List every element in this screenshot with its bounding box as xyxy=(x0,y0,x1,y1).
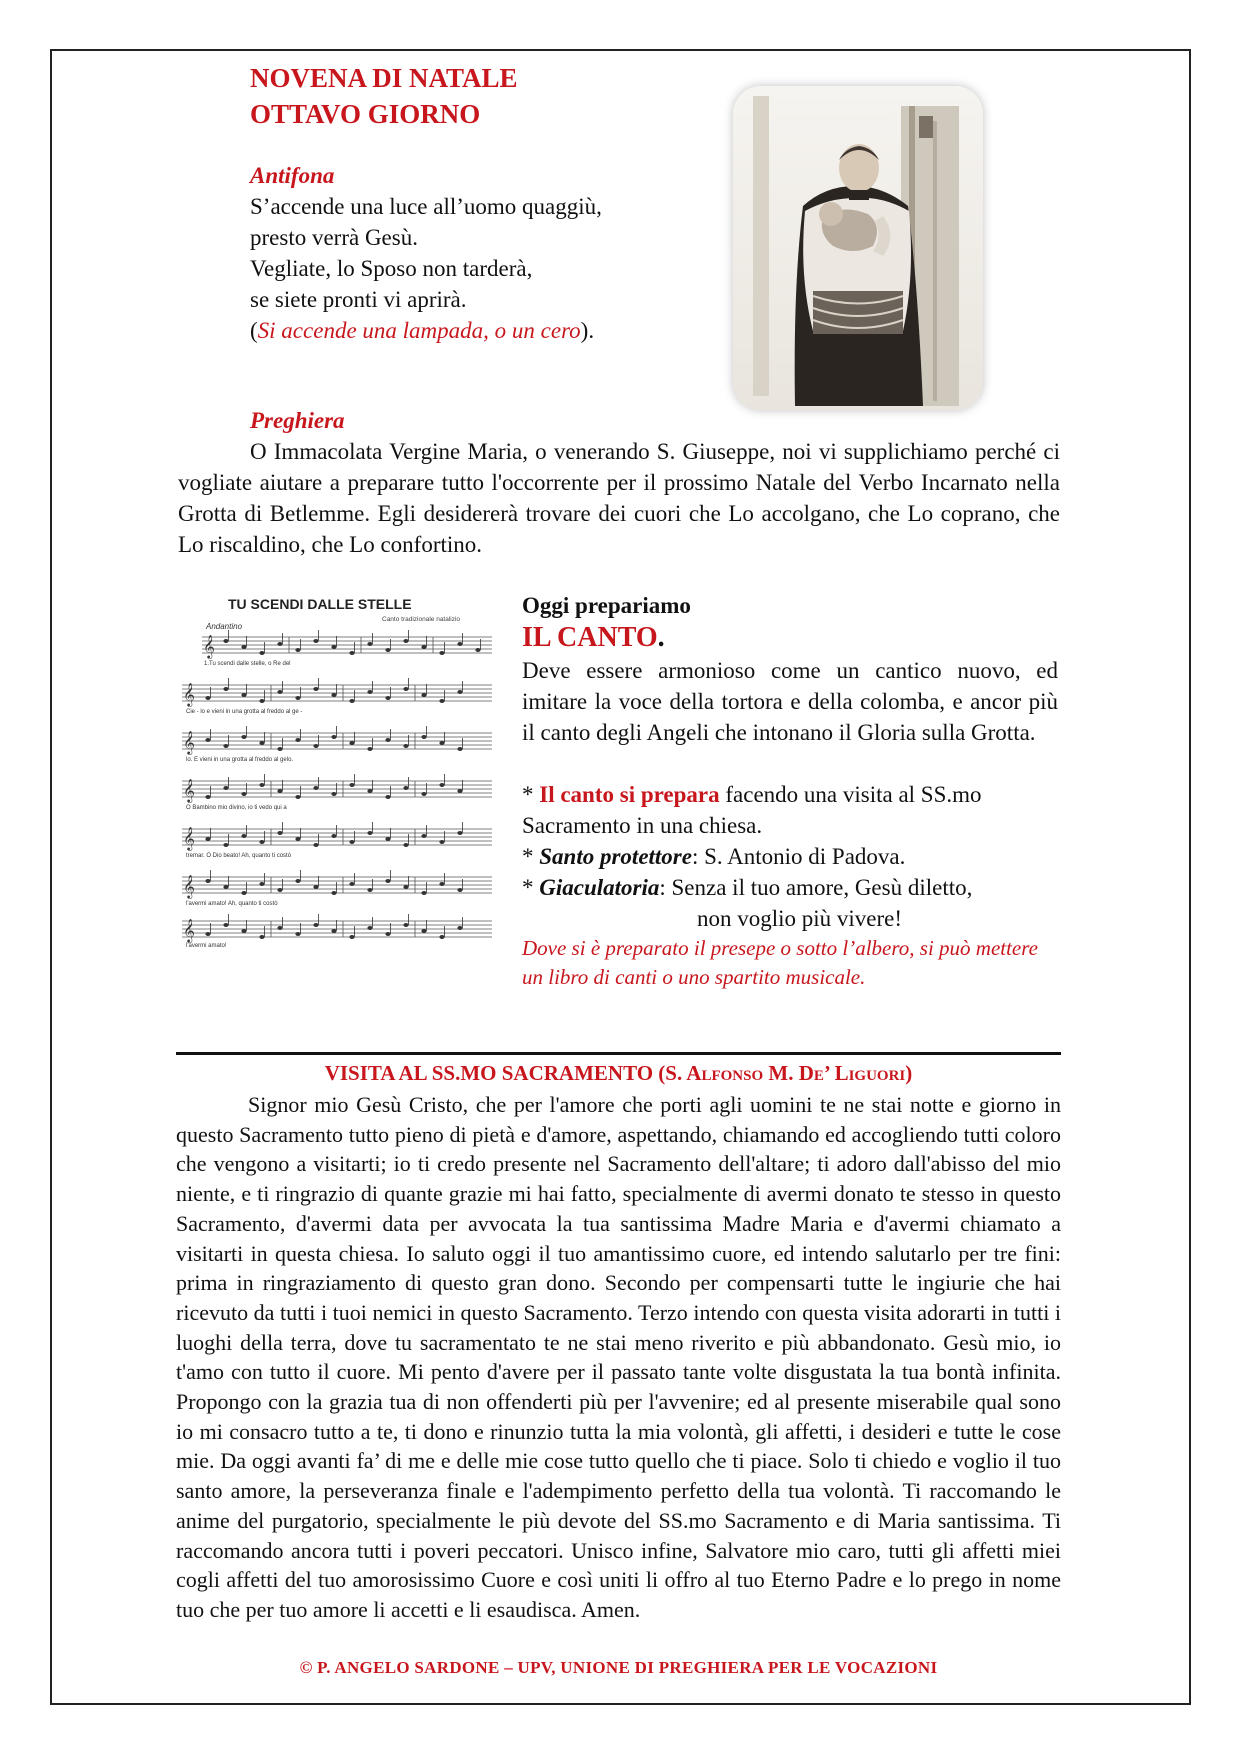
note-head xyxy=(403,744,408,748)
canto-section xyxy=(522,590,1058,992)
note-head xyxy=(295,738,300,742)
note-head xyxy=(241,929,246,933)
preghiera-text: O Immacolata Vergine Maria, o venerando S. Giuseppe, noi vi supplichiamo perché ci vogliate aiutare a preparare tutto l'occorrente per il prossimo Natale del Verbo Incarnato nella Grotta di Betlemme. Egli desidererà trovare dei cuori che Lo accolgano, che Lo coprano, che Lo riscaldino, che Lo confortino. xyxy=(178,439,1060,557)
note-head xyxy=(313,885,318,889)
note-head xyxy=(349,840,354,844)
note-head xyxy=(349,651,354,655)
note-head xyxy=(313,744,318,748)
note-head xyxy=(313,639,318,643)
antifona-line: se siete pronti vi aprirà. xyxy=(250,287,467,312)
note-head xyxy=(367,690,372,694)
note-head xyxy=(331,693,336,697)
note-head xyxy=(421,834,426,838)
note-head xyxy=(313,687,318,691)
note-head xyxy=(421,929,426,933)
score-lyric-line: 1.Tu scendi dalle stelle, o Re del xyxy=(204,661,291,667)
priest-illustration xyxy=(733,86,983,410)
note-head xyxy=(385,879,390,883)
canto-item-3-label: Giaculatoria xyxy=(539,875,660,900)
canto-item-2-label: Santo protettore xyxy=(539,844,692,869)
note-head xyxy=(259,935,264,939)
note-head xyxy=(457,888,462,892)
title-line-1: NOVENA DI NATALE xyxy=(250,63,518,93)
note-head xyxy=(241,693,246,697)
note-head xyxy=(331,929,336,933)
note-head xyxy=(241,891,246,895)
note-head xyxy=(277,831,282,835)
note-head xyxy=(295,648,300,652)
preghiera-heading: Preghiera xyxy=(250,408,345,433)
preghiera-section xyxy=(178,405,1060,560)
note-head xyxy=(349,783,354,787)
antifona-line: S’accende una luce all’uomo quaggiù, xyxy=(250,194,602,219)
score-lyrics xyxy=(186,661,302,949)
antifona-line: presto verrà Gesù. xyxy=(250,225,418,250)
note-head xyxy=(403,885,408,889)
note-head xyxy=(421,792,426,796)
note-head xyxy=(367,789,372,793)
note-head xyxy=(223,687,228,691)
score-lyric-line: l'avermi amato! Ah, quanto ti costò xyxy=(186,901,278,907)
note-head xyxy=(241,834,246,838)
note-head xyxy=(295,795,300,799)
note-head xyxy=(331,834,336,838)
note-head xyxy=(313,843,318,847)
note-head xyxy=(439,935,444,939)
note-head xyxy=(439,783,444,787)
note-head xyxy=(439,651,444,655)
note-head xyxy=(367,747,372,751)
note-head xyxy=(385,837,390,841)
note-head xyxy=(223,885,228,889)
note-head xyxy=(277,789,282,793)
canto-item-1: * Il canto si prepara facendo una visita al SS.mo Sacramento in una chiesa. xyxy=(522,782,982,838)
note-head xyxy=(403,687,408,691)
visita-title: VISITA AL SS.MO SACRAMENTO (S. Alfonso M. De’ Liguori) xyxy=(324,1061,913,1085)
note-head xyxy=(349,935,354,939)
note-head xyxy=(223,923,228,927)
note-head xyxy=(205,696,210,700)
note-head xyxy=(385,696,390,700)
note-head xyxy=(349,699,354,703)
canto-item-1-label: Il canto si prepara xyxy=(539,782,720,807)
score-lyric-line: O Bambino mio divino, io ti vedo qui a xyxy=(186,805,287,811)
note-head xyxy=(403,786,408,790)
page-title xyxy=(250,60,518,132)
score-lyric-line: l'avermi amato! xyxy=(186,943,227,949)
note-head xyxy=(277,926,282,930)
note-head xyxy=(205,932,210,936)
note-head xyxy=(367,831,372,835)
note-head xyxy=(439,840,444,844)
score-staves xyxy=(182,630,492,943)
note-head xyxy=(259,741,264,745)
note-head xyxy=(403,843,408,847)
note-head xyxy=(277,642,282,646)
note-head xyxy=(331,645,336,649)
note-head xyxy=(295,696,300,700)
canto-item-3-line2: non voglio più vivere! xyxy=(697,906,903,931)
sheet-music-score xyxy=(176,587,502,965)
treble-clef-icon: 𝄞 xyxy=(183,682,195,706)
note-head xyxy=(259,882,264,886)
note-head xyxy=(223,843,228,847)
note-head xyxy=(457,926,462,930)
section-divider xyxy=(176,1052,1061,1055)
note-head xyxy=(259,651,264,655)
note-head xyxy=(223,744,228,748)
title-line-2: OTTAVO GIORNO xyxy=(250,99,481,129)
antifona-rubric: (Si accende una lampada, o un cero). xyxy=(250,318,595,343)
score-subtitle: Canto tradizionale natalizio xyxy=(382,616,461,623)
priest-portrait-image xyxy=(733,86,983,410)
note-head xyxy=(241,792,246,796)
note-head xyxy=(349,882,354,886)
note-head xyxy=(475,648,480,652)
score-lyric-line: tremar. O Dio beato! Ah, quanto ti costò xyxy=(186,853,292,859)
note-head xyxy=(385,795,390,799)
note-head xyxy=(457,789,462,793)
note-head xyxy=(259,783,264,787)
note-head xyxy=(223,639,228,643)
note-head xyxy=(205,879,210,883)
note-head xyxy=(205,795,210,799)
note-head xyxy=(385,932,390,936)
note-head xyxy=(277,690,282,694)
canto-item-3: * Giaculatoria: Senza il tuo amore, Gesù diletto, non voglio più vivere! xyxy=(522,875,973,931)
note-head xyxy=(295,879,300,883)
treble-clef-icon: 𝄞 xyxy=(203,634,215,658)
note-head xyxy=(457,690,462,694)
note-head xyxy=(313,923,318,927)
score-lyric-line: Cie - lo e vieni in una grotta al freddo al ge - xyxy=(186,709,303,715)
note-head xyxy=(457,831,462,835)
note-head xyxy=(421,891,426,895)
treble-clef-icon: 𝄞 xyxy=(183,918,195,942)
note-head xyxy=(205,738,210,742)
note-head xyxy=(295,932,300,936)
note-head xyxy=(403,639,408,643)
treble-clef-icon: 𝄞 xyxy=(183,778,195,802)
note-head xyxy=(349,741,354,745)
note-head xyxy=(367,888,372,892)
note-head xyxy=(439,699,444,703)
note-head xyxy=(367,642,372,646)
canto-description: Deve essere armonioso come un cantico nuovo, ed imitare la voce della tortora e della colomba, e ancor più il canto degli Angeli che intonano il Gloria sulla Grotta. xyxy=(522,658,1058,745)
copyright-footer: © P. ANGELO SARDONE – UPV, UNIONE DI PREGHIERA PER LE VOCAZIONI xyxy=(299,1658,938,1677)
note-head xyxy=(295,837,300,841)
canto-intro: Oggi prepariamo xyxy=(522,593,691,618)
note-head xyxy=(439,741,444,745)
treble-clef-icon: 𝄞 xyxy=(183,874,195,898)
treble-clef-icon: 𝄞 xyxy=(183,730,195,754)
note-head xyxy=(439,882,444,886)
note-head xyxy=(277,888,282,892)
treble-clef-icon: 𝄞 xyxy=(183,826,195,850)
rubric-text: Si accende una lampada, o un cero xyxy=(257,318,581,343)
note-head xyxy=(331,735,336,739)
note-head xyxy=(457,747,462,751)
note-head xyxy=(421,693,426,697)
canto-heading: IL CANTO. xyxy=(522,622,665,653)
canto-note: Dove si è preparato il presepe o sotto l’albero, si può mettere un libro di canti o uno spartito musicale. xyxy=(522,936,1038,989)
note-head xyxy=(259,840,264,844)
note-head xyxy=(421,735,426,739)
note-head xyxy=(259,699,264,703)
note-head xyxy=(457,642,462,646)
note-head xyxy=(385,648,390,652)
note-head xyxy=(421,645,426,649)
note-head xyxy=(241,735,246,739)
note-head xyxy=(277,747,282,751)
note-head xyxy=(205,837,210,841)
antifona-section xyxy=(250,160,602,346)
sheet-music-image xyxy=(176,587,502,965)
score-tempo: Andantino xyxy=(206,622,243,631)
antifona-heading: Antifona xyxy=(250,163,335,188)
antifona-line: Vegliate, lo Sposo non tarderà, xyxy=(250,256,533,281)
note-head xyxy=(403,923,408,927)
note-head xyxy=(223,786,228,790)
score-title: TU SCENDI DALLE STELLE xyxy=(228,596,412,612)
note-head xyxy=(385,738,390,742)
note-head xyxy=(241,645,246,649)
score-lyric-line: lo. E vieni in una grotta al freddo al gelo. xyxy=(186,757,294,763)
visita-author: S. Alfonso M. De’ Liguori xyxy=(665,1061,906,1085)
visita-text: Signor mio Gesù Cristo, che per l'amore che porti agli uomini te ne stai notte e giorno in questo Sacramento tutto pieno di pietà e d'amore, aspettando, chiamando ed accogliendo tutti coloro che vengono a visitarti; io ti credo presente nel Sacramento dell'altare; ti adoro dall'abisso del mio niente, e ti ringrazio di quante grazie mi hai fatto, specialmente di avermi donato te stesso in questo Sacramento, d'avermi data per avvocata la tua santissima Madre Maria e d'avermi chiamato a visitarti in questa chiesa. Io saluto oggi il tuo amantissimo cuore, ed intendo salutarlo per tre fini: prima in ringraziamento di questo gran dono. Secondo per compensarti tutte le ingiurie che hai ricevuto da tutti i tuoi nemici in questo Sacramento. Terzo intendo con questa visita adorarti in tutti i luoghi della terra, dove tu sacramentato te ne stai meno riverito e più abbandonato. Gesù mio, io t'amo con tutto il cuore. Mi pento d'avere per il passato tante volte disgustata la tua bontà infinita. Propongo con la grazia tua di non offenderti più per l'avvenire; ed al presente miserabile qual sono io mi consacro tutto a te, ti dono e rinunzio tutta la mia volontà, gli affetti, i desideri e tutte le cose mie. Da oggi avanti fa’ di me e delle mie cose tutto quello che ti piace. Solo ti chiedo e voglio il tuo santo amore, la perseveranza finale e l'adempimento perfetto della tua volontà. Ti raccomando le anime del purgatorio, specialmente le più devote del SS.mo Sacramento e di Maria santissima. Ti raccomando ancora tutti i poveri peccatori. Unisco infine, Salvatore mio caro, tutti gli affetti miei cogli affetti del tuo amorosissimo Cuore e così uniti li offro al tuo Eterno Padre e lo prego in nome tuo che per tuo amore li accetti e li esaudisca. Amen. xyxy=(176,1092,1061,1622)
note-head xyxy=(331,891,336,895)
canto-item-2: * Santo protettore: S. Antonio di Padova. xyxy=(522,844,906,869)
note-head xyxy=(331,792,336,796)
note-head xyxy=(313,786,318,790)
note-head xyxy=(367,926,372,930)
